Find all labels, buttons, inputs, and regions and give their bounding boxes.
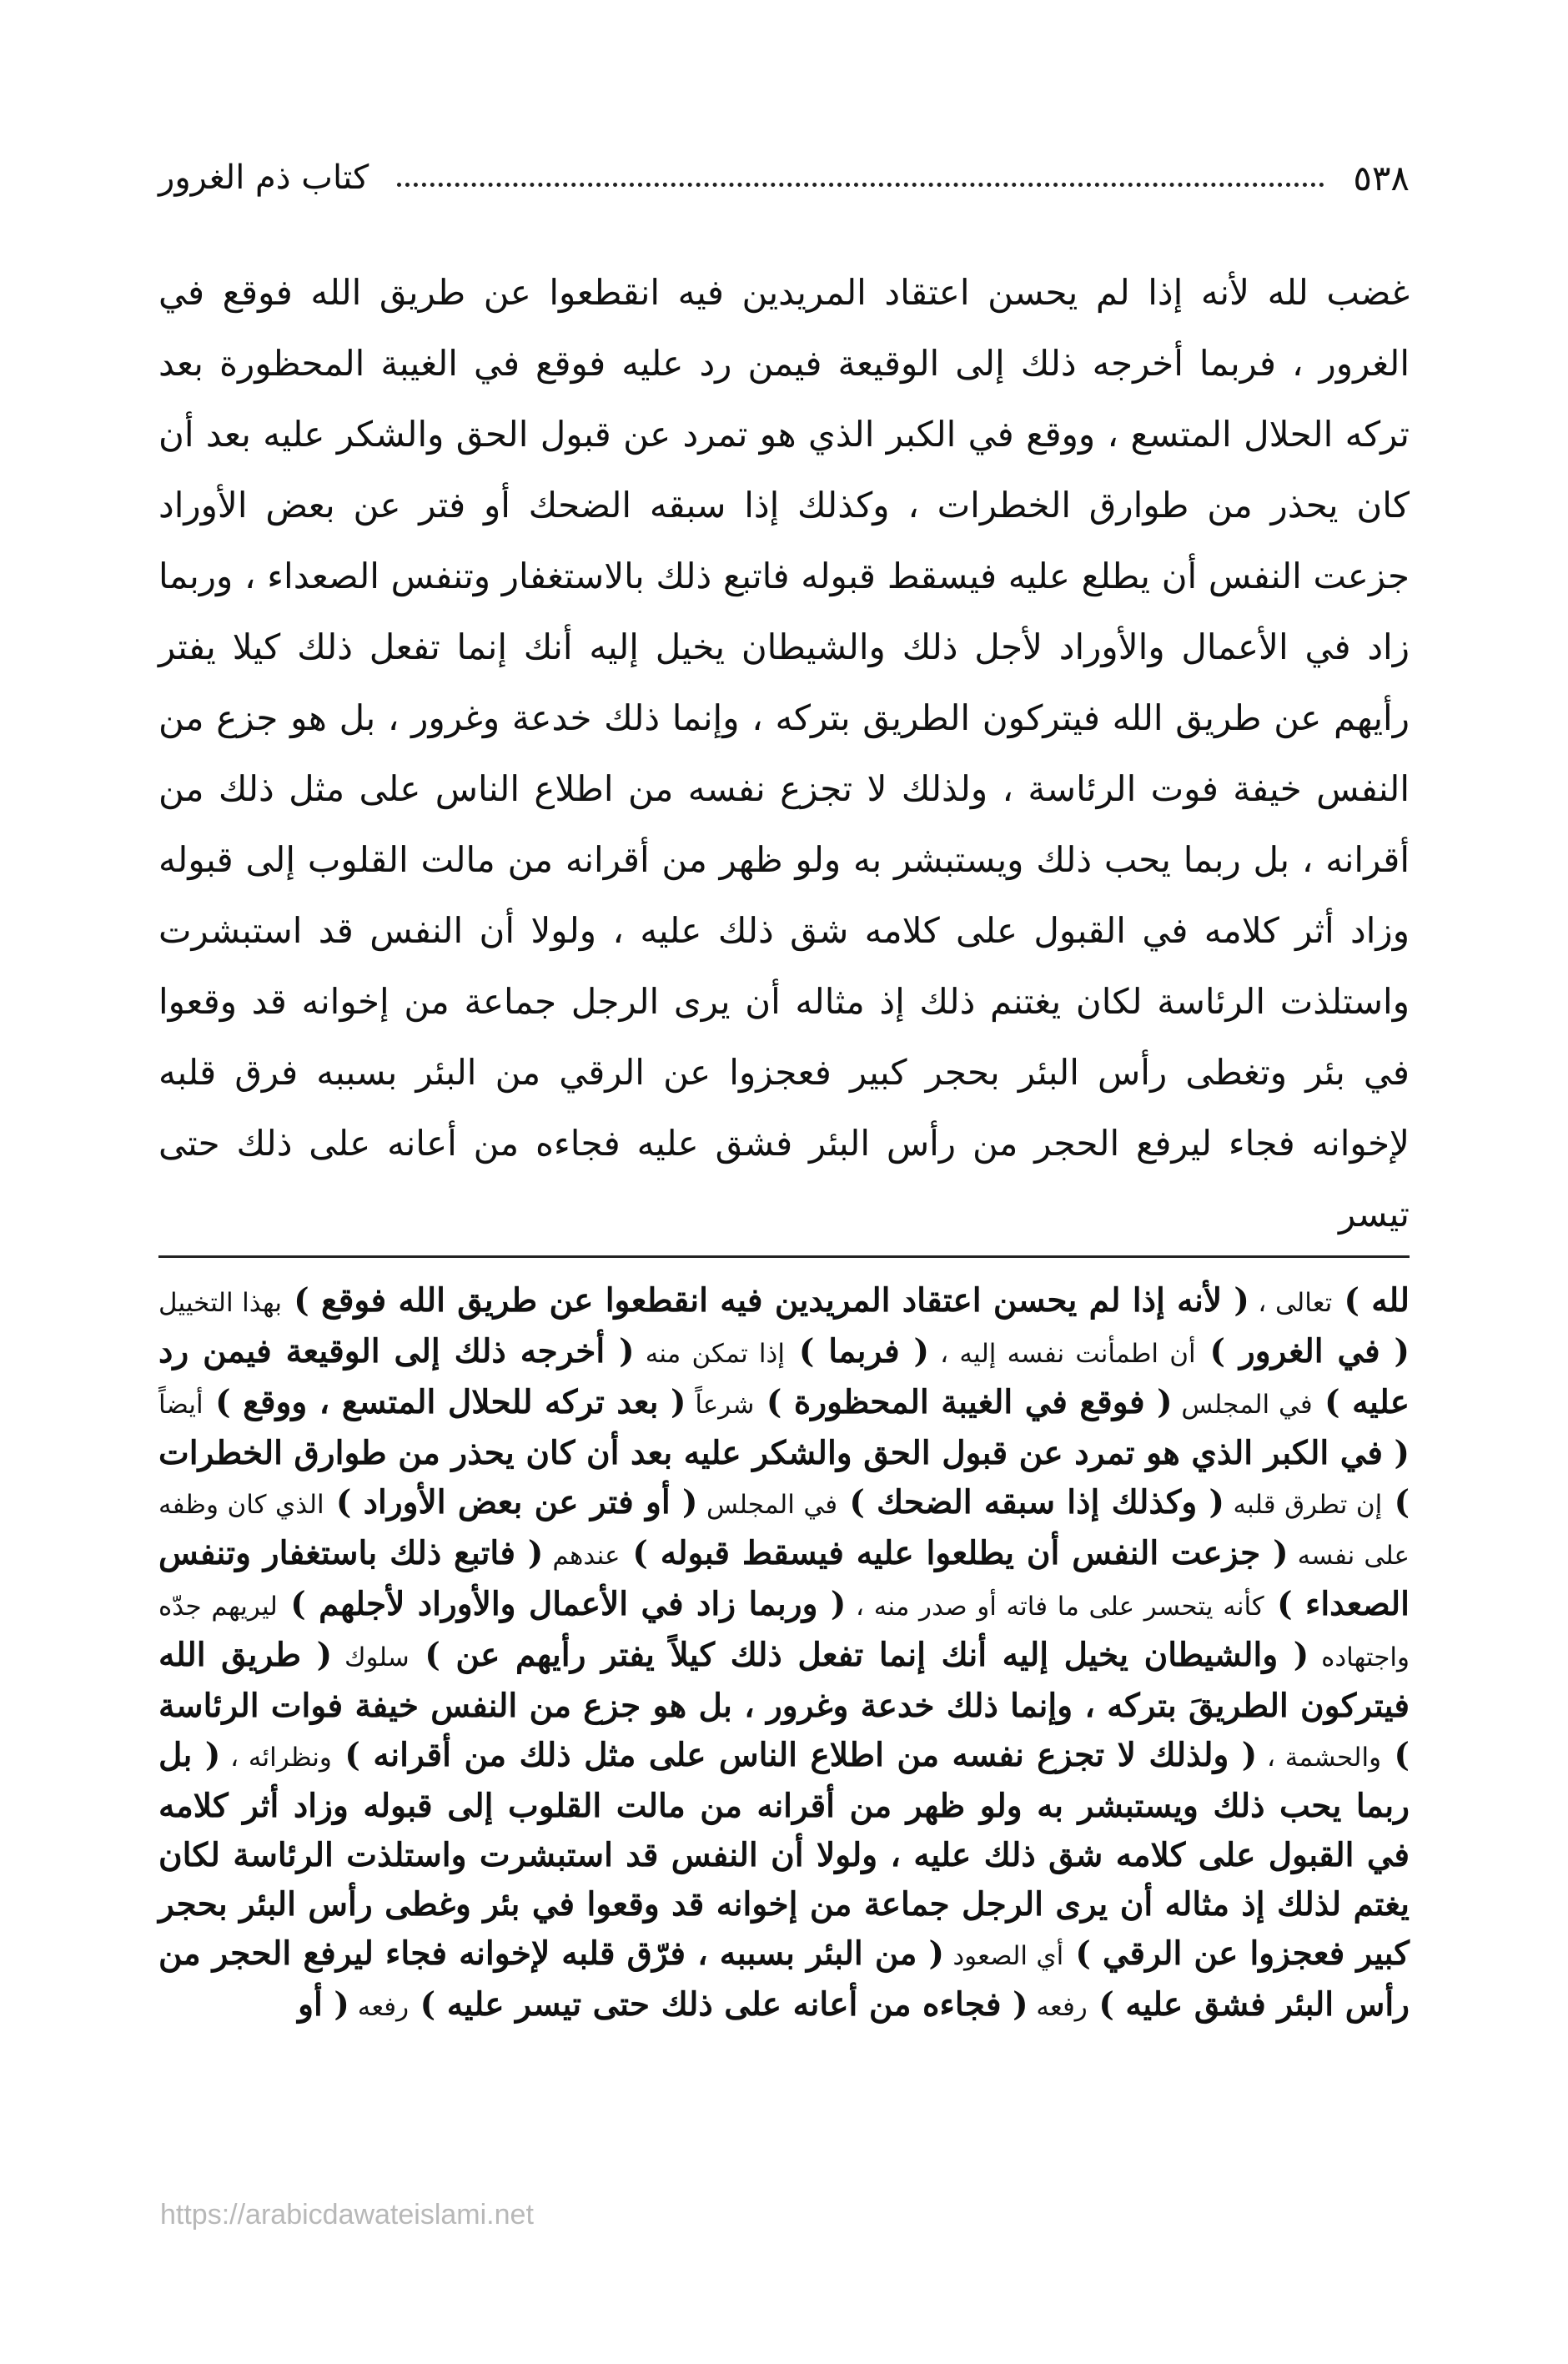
commentary-text: أيضاً <box>158 1390 204 1420</box>
quoted-matn-text: لله ) <box>1332 1281 1410 1320</box>
quoted-matn-text: ( أو فتر عن بعض الأوراد ) <box>324 1483 698 1522</box>
quoted-matn-text: ( لأنه إذا لم يحسن اعتقاد المريدين فيه انقطعوا عن طريق الله فوقع ) <box>281 1281 1249 1320</box>
commentary-text: ليريهم جدّه واجتهاده <box>158 1592 1410 1672</box>
watermark-url: https://arabicdawateislami.net <box>160 2199 534 2231</box>
quoted-matn-text: ( فاتبع ذلك باستغفار وتنفس الصعداء ) <box>158 1534 1410 1623</box>
commentary-text: بهذا التخييل <box>158 1288 282 1318</box>
commentary-text: رفعه <box>1028 1992 1088 2022</box>
commentary-text: في المجلس <box>1172 1390 1313 1420</box>
quoted-matn-text: ( في الغرور ) <box>1195 1332 1410 1371</box>
quoted-matn-text: ( فربما ) <box>784 1332 929 1371</box>
commentary-text: سلوك <box>332 1642 410 1672</box>
quoted-matn-text: ( طريق الله فيتركون الطريقَ بتركه ، وإنما ذلك خدعة وغرور ، بل هو جزع من النفس خيفة فوات الرئاسة ) <box>158 1636 1410 1774</box>
commentary-text: والحشمة ، <box>1257 1743 1382 1773</box>
main-text-block <box>158 257 1410 1235</box>
quoted-matn-text: ( أخرجه ذلك إلى الوقيعة فيمن رد عليه ) <box>158 1332 1410 1421</box>
quoted-matn-text: ( وربما زاد في الأعمال والأوراد لأجلهم ) <box>277 1585 847 1623</box>
book-page <box>158 0 1410 2364</box>
footnote-divider <box>158 1255 1410 1258</box>
quoted-matn-text: ( بعد تركه للحلال المتسع ، ووقع ) <box>203 1383 686 1421</box>
commentary-text: أي الصعود <box>943 1941 1064 1971</box>
page-number: ٥٣٨ <box>1353 157 1410 199</box>
commentary-block <box>158 1276 1410 2194</box>
commentary-text: في المجلس <box>697 1490 838 1520</box>
quoted-matn-text: ( وكذلك إذا سبقه الضحك ) <box>837 1483 1224 1522</box>
commentary-text: إن تطرق قلبه <box>1224 1490 1383 1520</box>
commentary-text: رفعه <box>349 1992 410 2022</box>
commentary-text: ونظرائه ، <box>220 1743 332 1773</box>
commentary-text: أن اطمأنت نفسه إليه ، <box>929 1339 1196 1369</box>
quoted-matn-text: ( بل ربما يحب ذلك ويستبشر به ولو ظهر من أقرانه من مالت القلوب إلى قبوله وزاد أثر كلامه في القبول على كلامه شق ذلك عليه ، ولولا أن النفس قد استبشرت واستلذت الرئاسة لكان يغتم لذلك إذ مثاله أن يرى الرجل جماعة من إخوانه قد وقعوا في بئر وغطى رأس البئر بحجر كبير فعجزوا عن الرقي ) <box>158 1736 1410 1973</box>
quoted-matn-text: ( جزعت النفس أن يطلعوا عليه فيسقط قبوله ) <box>620 1534 1289 1572</box>
commentary-text: كأنه يتحسر على ما فاته أو صدر منه ، <box>846 1592 1264 1622</box>
commentary-text: الذي كان وظفه على نفسه <box>158 1490 1410 1571</box>
quoted-matn-text: ( ولذلك لا تجزع نفسه من اطلاع الناس على مثل ذلك من أقرانه ) <box>331 1736 1258 1774</box>
commentary-text: شرعاً <box>686 1390 755 1420</box>
quoted-matn-text: ( والشيطان يخيل إليه أنك إنما تفعل ذلك كيلاً يفتر رأيهم عن ) <box>409 1636 1309 1674</box>
quoted-matn-text: ( فجاءه من أعانه على ذلك حتى تيسر عليه ) <box>409 1985 1028 2024</box>
quoted-matn-text: ( في الكبر الذي هو تمرد عن قبول الحق والشكر عليه بعد أن كان يحذر من طوارق الخطرات ) <box>158 1434 1410 1522</box>
running-header <box>158 148 1410 207</box>
quoted-matn-text: ( من البئر بسببه ، فرّق قلبه لإخوانه فجاء ليرفع الحجر من رأس البئر فشق عليه ) <box>158 1934 1410 2024</box>
quoted-matn-text: ( فوقع في الغيبة المحظورة ) <box>754 1383 1173 1421</box>
commentary-text: تعالى ، <box>1249 1288 1333 1318</box>
main-text-paragraph: غضب لله لأنه إذا لم يحسن اعتقاد المريدين فيه انقطعوا عن طريق الله فوقع في الغرور ، فربما أخرجه ذلك إلى الوقيعة فيمن رد عليه فوقع في الغيبة المحظورة بعد تركه الحلال المتسع ، ووقع في الكبر الذي هو تمرد عن قبول الحق والشكر عليه بعد أن كان يحذر من طوارق الخطرات ، وكذلك إذا سبقه الضحك أو فتر عن بعض الأوراد جزعت النفس أن يطلع عليه فيسقط قبوله فاتبع ذلك بالاستغفار وتنفس الصعداء ، وربما زاد في الأعمال والأوراد لأجل ذلك والشيطان يخيل إليه أنك إنما تفعل ذلك كيلا يفتر رأيهم عن طريق الله فيتركون الطريق بتركه ، وإنما ذلك خدعة وغرور ، بل هو جزع من النفس خيفة فوت الرئاسة ، ولذلك لا تجزع نفسه من اطلاع الناس على مثل ذلك من أقرانه ، بل ربما يحب ذلك ويستبشر به ولو ظهر من أقرانه من مالت القلوب إلى قبوله وزاد أثر كلامه في القبول على كلامه شق ذلك عليه ، ولولا أن النفس قد استبشرت واستلذت الرئاسة لكان يغتنم ذلك إذ مثاله أن يرى الرجل جماعة من إخوانه قد وقعوا في بئر وتغطى رأس البئر بحجر كبير فعجزوا عن الرقي من البئر بسببه فرق قلبه لإخوانه فجاء ليرفع الحجر من رأس البئر فشق عليه فجاءه من أعانه على ذلك حتى تيسر <box>158 272 1410 1235</box>
commentary-text: عندهم <box>543 1541 621 1571</box>
chapter-title: كتاب ذم الغرور <box>158 158 369 197</box>
commentary-paragraph <box>158 1276 1410 2031</box>
commentary-text: إذا تمكن منه <box>634 1339 785 1369</box>
quoted-matn-text: ( أو <box>298 1985 349 2024</box>
header-dotted-leader <box>397 183 1324 187</box>
